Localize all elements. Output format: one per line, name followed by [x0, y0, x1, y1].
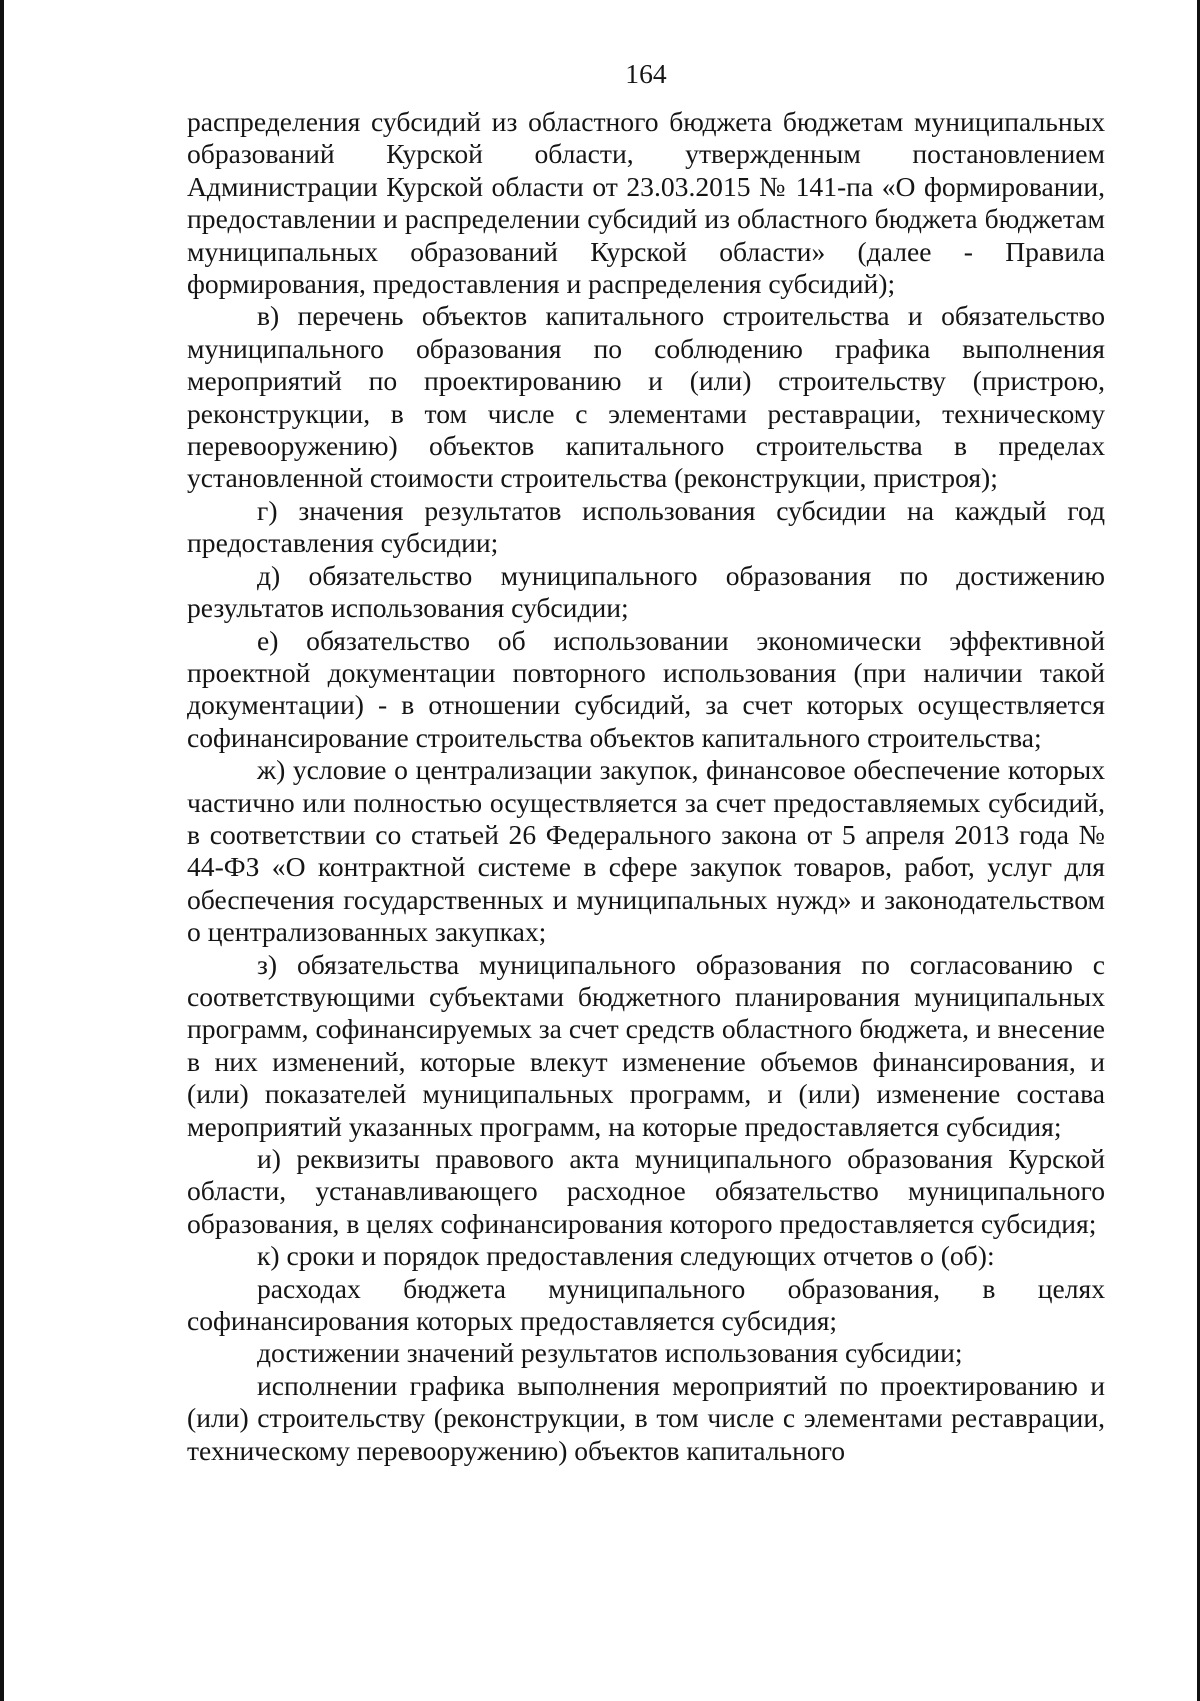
page-number: 164: [625, 58, 667, 89]
scan-edge-left: [0, 0, 4, 1701]
paragraph-item-g: г) значения результатов использования субсидии на каждый год предоставления субсидии;: [187, 494, 1105, 559]
paragraph-item-e: е) обязательство об использовании экономически эффективной проектной документации повторного использования (при наличии такой документации) - в отношении субсидий, за счет которых осуществляется софинансирование строительства объектов капитального строительства;: [187, 624, 1105, 753]
paragraph-item-i: и) реквизиты правового акта муниципального образования Курской области, устанавливающего расходное обязательство муниципального образования, в целях софинансирования которого предоставляется субсидия;: [187, 1143, 1105, 1239]
paragraph-continuation: распределения субсидий из областного бюджета бюджетам муниципальных образований Курской области, утвержденным постановлением Администрации Курской области от 23.03.2015 № 141-па «О формировании, предоставлении и распределении субсидий из областного бюджета бюджетам муниципальных образований Курской области» (далее - Правила формирования, предоставления и распределения субсидий);: [187, 106, 1105, 300]
paragraph-report-expenses: расходах бюджета муниципального образования, в целях софинансирования которых предоставляется субсидия;: [187, 1272, 1105, 1337]
paragraph-item-zh: ж) условие о централизации закупок, финансовое обеспечение которых частично или полностью осуществляется за счет предоставляемых субсидий, в соответствии со статьей 26 Федерального закона от 5 апреля 2013 года № 44-ФЗ «О контрактной системе в сфере закупок товаров, работ, услуг для обеспечения государственных и муниципальных нужд» и законодательством о централизованных закупках;: [187, 754, 1105, 948]
paragraph-item-d: д) обязательство муниципального образования по достижению результатов использования субсидии;: [187, 559, 1105, 624]
document-page: [187, 58, 1105, 1467]
paragraph-item-v: в) перечень объектов капитального строительства и обязательство муниципального образования по соблюдению графика выполнения мероприятий по проектированию и (или) строительству (пристрою, реконструкции, в том числе с элементами реставрации, техническому перевооружению) объектов капитального строительства в пределах установленной стоимости строительства (реконструкции, пристроя);: [187, 300, 1105, 494]
paragraph-item-z: з) обязательства муниципального образования по согласованию с соответствующими субъектами бюджетного планирования муниципальных программ, софинансируемых за счет средств областного бюджета, и внесение в них изменений, которые влекут изменение объемов финансирования, и (или) показателей муниципальных программ, и (или) изменение состава мероприятий указанных программ, на которые предоставляется субсидия;: [187, 948, 1105, 1142]
paragraph-report-results: достижении значений результатов использования субсидии;: [257, 1337, 963, 1369]
paragraph-item-k: к) сроки и порядок предоставления следующих отчетов о (об):: [257, 1240, 995, 1272]
paragraph-report-schedule: исполнении графика выполнения мероприятий по проектированию и (или) строительству (реконструкции, в том числе с элементами реставрации, техническому перевооружению) объектов капитального: [187, 1369, 1105, 1466]
